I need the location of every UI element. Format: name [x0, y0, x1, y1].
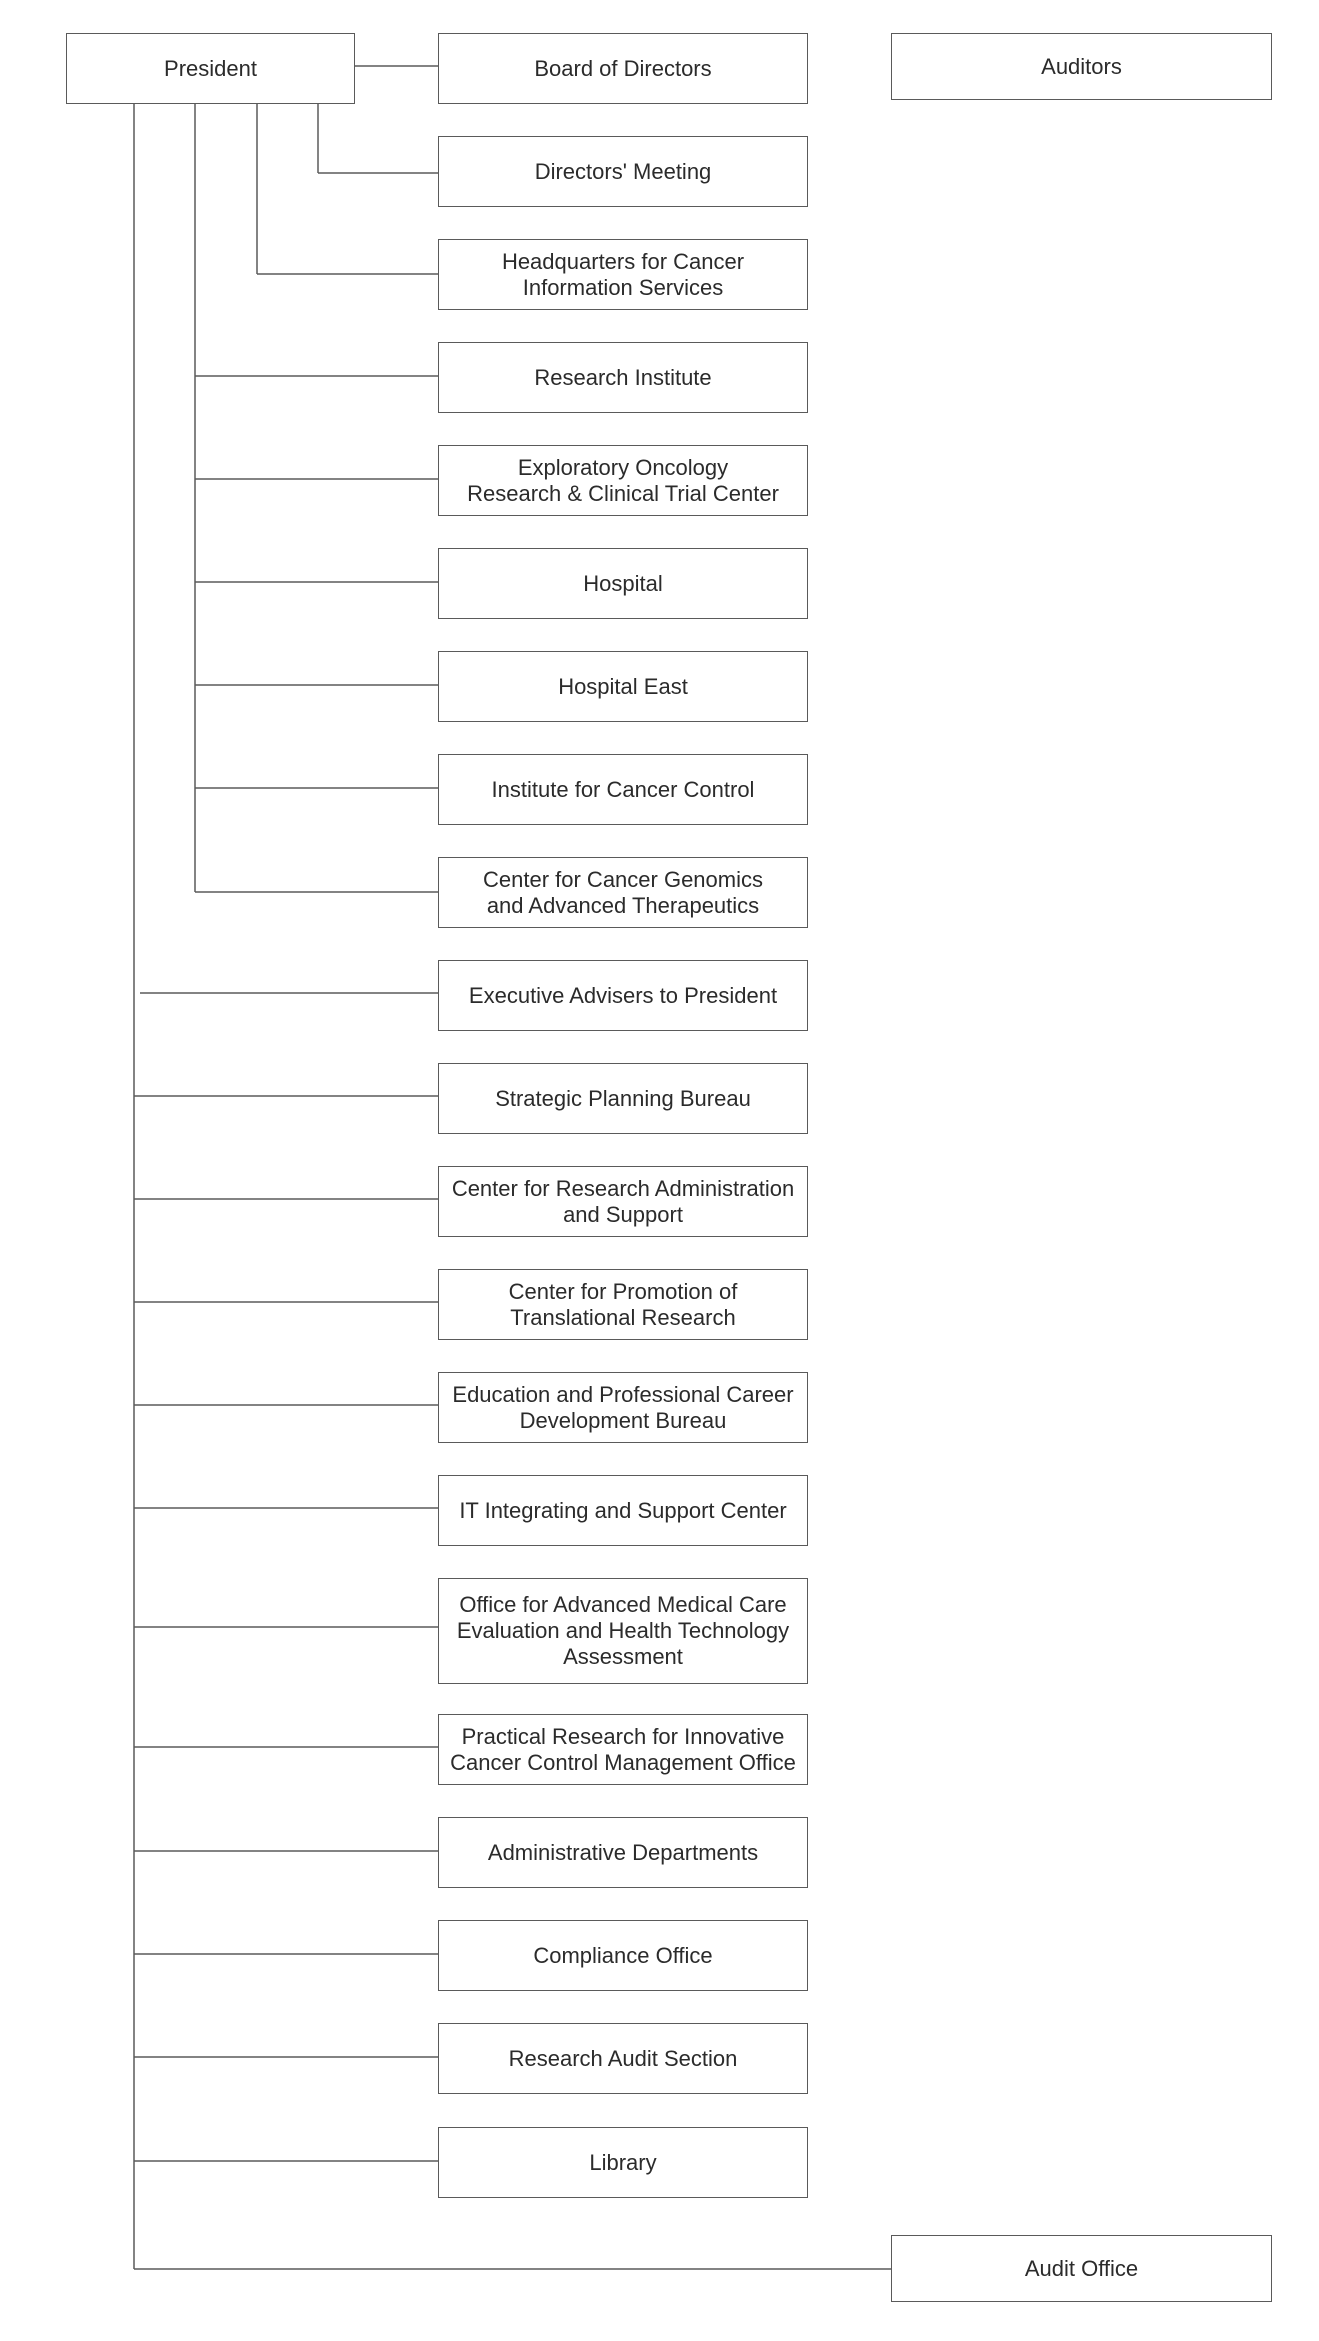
auditors-box	[891, 33, 1272, 100]
unit-label: Office for Advanced Medical Care Evaluation and Health Technology Assessment	[456, 1592, 790, 1669]
unit-label: Strategic Planning Bureau	[495, 1085, 751, 1111]
president-label: President	[164, 55, 257, 81]
unit-label: Hospital	[583, 570, 663, 596]
unit-board-of-directors	[438, 33, 808, 104]
unit-advanced-medical-care-office	[438, 1578, 808, 1684]
unit-administrative-departments	[438, 1817, 808, 1888]
unit-label: Research Institute	[534, 364, 712, 390]
unit-label: Institute for Cancer Control	[491, 776, 755, 802]
unit-label: Center for Promotion of Translational Research	[508, 1278, 738, 1330]
audit-office-label: Audit Office	[1024, 2255, 1139, 2281]
unit-it-integrating-support-center	[438, 1475, 808, 1546]
unit-label: Administrative Departments	[487, 1839, 759, 1865]
unit-label: Directors' Meeting	[534, 158, 712, 184]
auditors-label: Auditors	[1041, 53, 1122, 79]
unit-compliance-office	[438, 1920, 808, 1991]
unit-label: Compliance Office	[533, 1942, 713, 1968]
unit-hospital-east	[438, 651, 808, 722]
unit-institute-for-cancer-control	[438, 754, 808, 825]
unit-translational-research	[438, 1269, 808, 1340]
unit-label: Board of Directors	[534, 55, 712, 81]
unit-label: IT Integrating and Support Center	[459, 1497, 787, 1523]
unit-directors-meeting	[438, 136, 808, 207]
unit-hospital	[438, 548, 808, 619]
unit-label: Education and Professional Career Development Bureau	[452, 1381, 794, 1433]
unit-label: Hospital East	[558, 673, 688, 699]
unit-label: Executive Advisers to President	[468, 982, 778, 1008]
unit-hq-cancer-information-services	[438, 239, 808, 310]
president-box	[66, 33, 355, 104]
unit-research-institute	[438, 342, 808, 413]
unit-executive-advisers	[438, 960, 808, 1031]
unit-label: Practical Research for Innovative Cancer Control Management Office	[450, 1723, 796, 1775]
unit-education-career-bureau	[438, 1372, 808, 1443]
unit-label: Center for Cancer Genomics and Advanced Therapeutics	[483, 866, 763, 918]
unit-practical-research-office	[438, 1714, 808, 1785]
audit-office-box	[891, 2235, 1272, 2302]
unit-label: Headquarters for Cancer Information Services	[501, 248, 745, 300]
unit-label: Research Audit Section	[508, 2045, 738, 2071]
unit-label: Library	[589, 2149, 657, 2175]
unit-center-cancer-genomics	[438, 857, 808, 928]
unit-library	[438, 2127, 808, 2198]
unit-strategic-planning-bureau	[438, 1063, 808, 1134]
unit-research-administration-support	[438, 1166, 808, 1237]
unit-label: Exploratory Oncology Research & Clinical Trial Center	[467, 454, 779, 506]
unit-research-audit-section	[438, 2023, 808, 2094]
unit-exploratory-oncology-center	[438, 445, 808, 516]
unit-label: Center for Research Administration and Support	[451, 1175, 795, 1227]
